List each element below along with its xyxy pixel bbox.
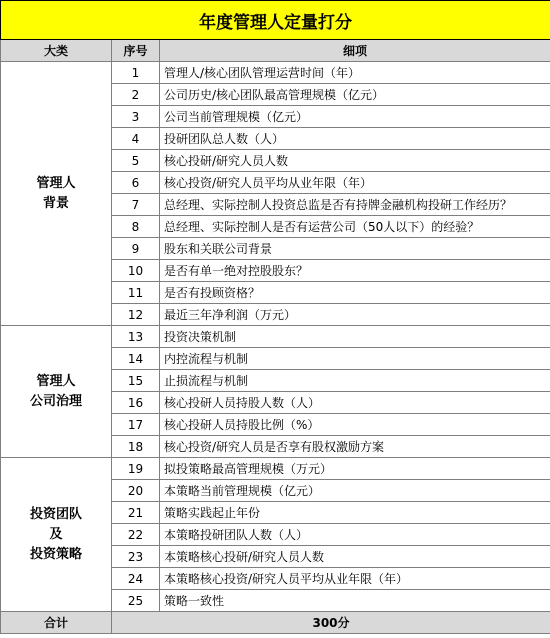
category-line: 管理人 [36, 373, 76, 389]
row-seq: 6 [112, 172, 160, 194]
row-seq: 10 [112, 260, 160, 282]
row-item: 投资决策机制 [160, 326, 550, 348]
row-item: 止损流程与机制 [160, 370, 550, 392]
row-seq: 4 [112, 128, 160, 150]
category-line: 公司治理 [29, 393, 82, 409]
row-seq: 14 [112, 348, 160, 370]
row-item: 总经理、实际控制人是否有运营公司（50人以下）的经验？ [160, 216, 550, 238]
table-row [1, 326, 550, 348]
row-item: 公司当前管理规模（亿元） [160, 106, 550, 128]
category-background [1, 62, 112, 326]
table-row [1, 62, 550, 84]
row-item: 管理人/核心团队管理运营时间（年） [160, 62, 550, 84]
row-seq: 25 [112, 590, 160, 612]
row-seq: 7 [112, 194, 160, 216]
row-item: 本策略投研团队人数（人） [160, 524, 550, 546]
row-item: 股东和关联公司背景 [160, 238, 550, 260]
row-seq: 13 [112, 326, 160, 348]
category-line: 投资团队 [29, 506, 82, 522]
row-seq: 2 [112, 84, 160, 106]
table-title: 年度管理人定量打分 [1, 1, 550, 40]
category-line: 投资策略 [29, 546, 82, 562]
row-item: 核心投研/研究人员人数 [160, 150, 550, 172]
row-seq: 24 [112, 568, 160, 590]
row-item: 核心投研人员持股比例（%） [160, 414, 550, 436]
category-line: 及 [49, 526, 63, 542]
row-item: 公司历史/核心团队最高管理规模（亿元） [160, 84, 550, 106]
row-seq: 17 [112, 414, 160, 436]
row-seq: 20 [112, 480, 160, 502]
category-line: 管理人 [36, 175, 76, 191]
row-seq: 11 [112, 282, 160, 304]
row-item: 总经理、实际控制人投资总监是否有持牌金融机构投研工作经历？ [160, 194, 550, 216]
row-seq: 19 [112, 458, 160, 480]
header-item: 细项 [160, 40, 550, 62]
row-item: 拟投策略最高管理规模（万元） [160, 458, 550, 480]
row-item: 投研团队总人数（人） [160, 128, 550, 150]
row-item: 是否有单一绝对控股股东？ [160, 260, 550, 282]
table-row [1, 458, 550, 480]
category-line: 背景 [42, 195, 69, 211]
row-seq: 1 [112, 62, 160, 84]
row-item: 是否有投顾资格？ [160, 282, 550, 304]
row-item: 本策略核心投研/研究人员人数 [160, 546, 550, 568]
total-label: 合计 [1, 612, 112, 634]
row-seq: 22 [112, 524, 160, 546]
row-item: 策略一致性 [160, 590, 550, 612]
header-category: 大类 [1, 40, 112, 62]
row-seq: 8 [112, 216, 160, 238]
row-item: 最近三年净利润（万元） [160, 304, 550, 326]
row-item: 本策略核心投资/研究人员平均从业年限（年） [160, 568, 550, 590]
row-item: 核心投资/研究人员平均从业年限（年） [160, 172, 550, 194]
row-seq: 9 [112, 238, 160, 260]
category-governance [1, 326, 112, 458]
row-seq: 16 [112, 392, 160, 414]
row-item: 核心投研人员持股人数（人） [160, 392, 550, 414]
header-seq: 序号 [112, 40, 160, 62]
total-score: 300分 [112, 612, 550, 634]
row-seq: 15 [112, 370, 160, 392]
row-seq: 3 [112, 106, 160, 128]
total-row [1, 612, 550, 634]
category-team-strategy [1, 458, 112, 612]
row-seq: 21 [112, 502, 160, 524]
row-seq: 23 [112, 546, 160, 568]
row-seq: 12 [112, 304, 160, 326]
row-item: 策略实践起止年份 [160, 502, 550, 524]
row-item: 核心投资/研究人员是否享有股权激励方案 [160, 436, 550, 458]
row-item: 内控流程与机制 [160, 348, 550, 370]
row-item: 本策略当前管理规模（亿元） [160, 480, 550, 502]
row-seq: 18 [112, 436, 160, 458]
row-seq: 5 [112, 150, 160, 172]
